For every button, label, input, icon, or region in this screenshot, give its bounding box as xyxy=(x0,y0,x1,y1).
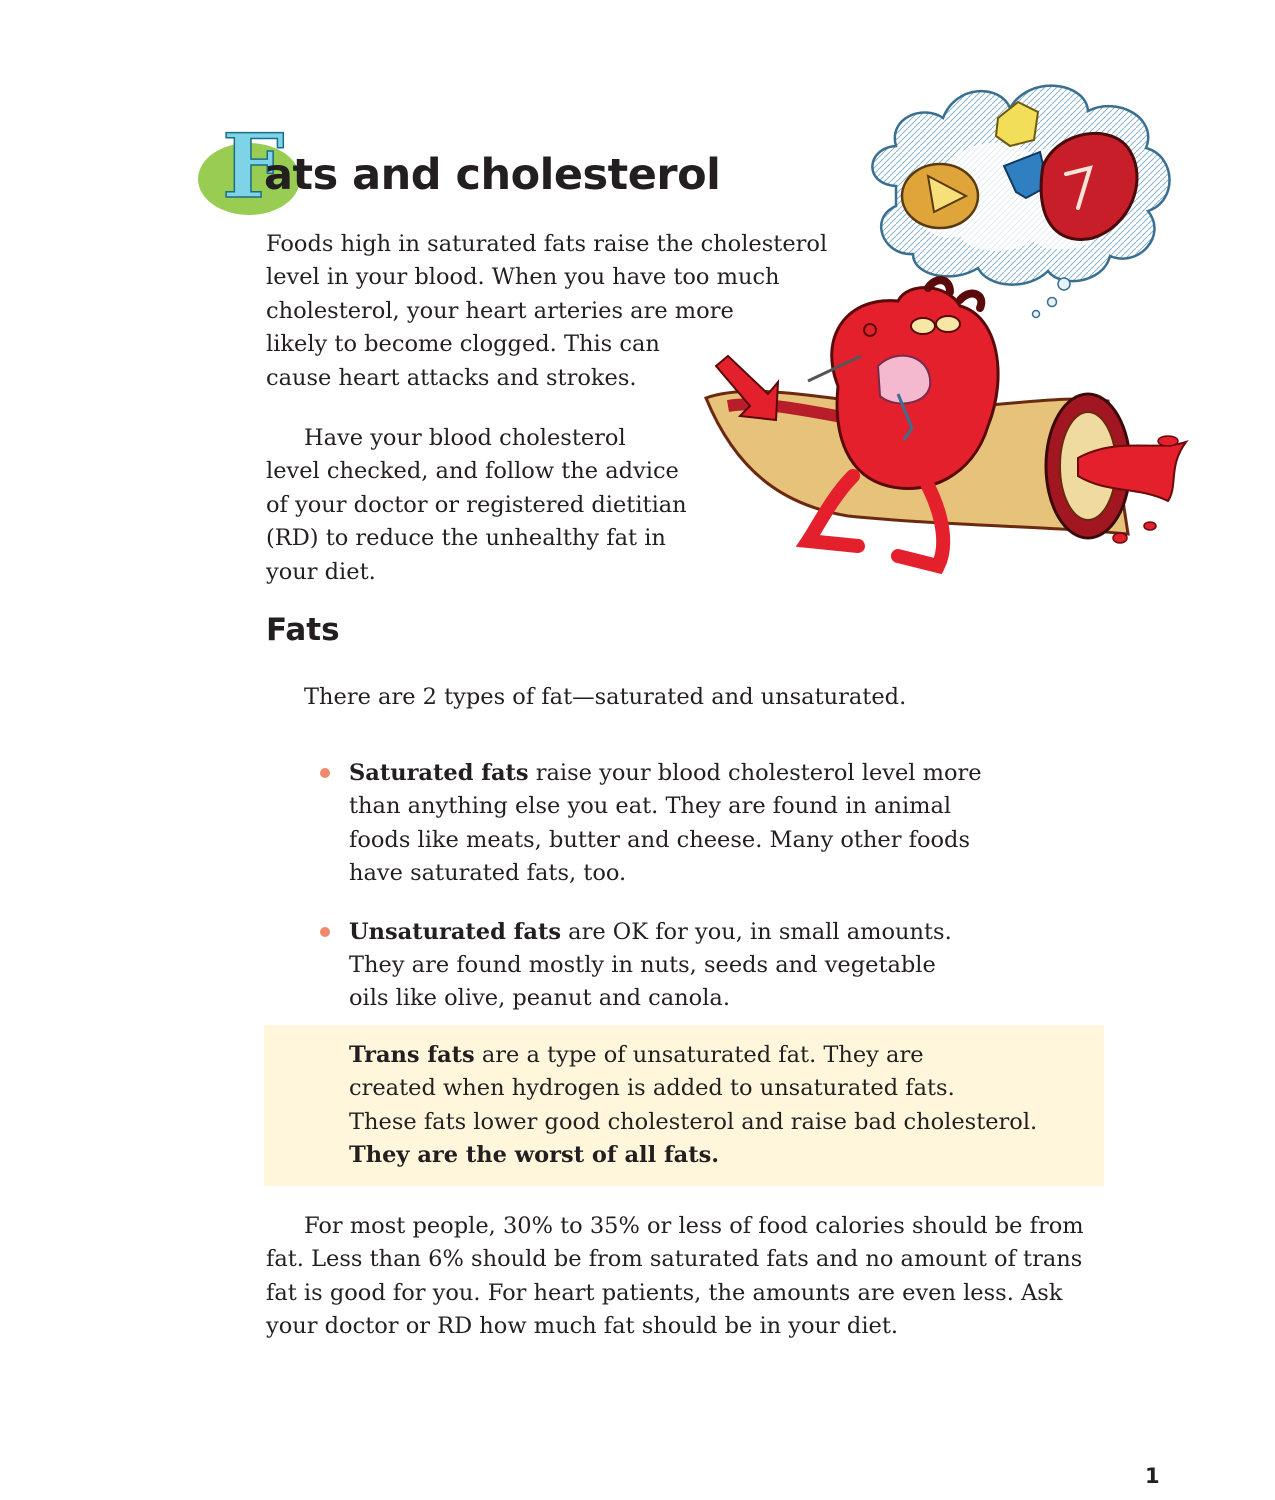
text-line: fat is good for you. For heart patients, the amounts are even less. Ask xyxy=(266,1279,1063,1306)
text-line: Have your blood cholesterol xyxy=(304,425,626,451)
closing-paragraph xyxy=(266,1210,1084,1344)
text-line: (RD) to reduce the unhealthy fat in xyxy=(266,525,666,552)
fat-types-list xyxy=(316,757,982,1041)
text-line: have saturated fats, too. xyxy=(349,860,627,887)
callout-text xyxy=(349,1039,1037,1173)
text-line: foods like meats, butter and cheese. Many other foods xyxy=(349,826,971,853)
drop-cap-letter: F xyxy=(222,114,285,218)
text-line: cholesterol, your heart arteries are more xyxy=(266,297,734,324)
text-line: These fats lower good cholesterol and raise bad cholesterol. xyxy=(349,1108,1038,1135)
fat-types-line: There are 2 types of fat—saturated and unsaturated. xyxy=(304,684,907,710)
text-line: fat. Less than 6% should be from saturated fats and no amount of trans xyxy=(266,1246,1083,1273)
text-line: than anything else you eat. They are found in animal xyxy=(349,793,952,820)
heart-artery-illustration xyxy=(698,56,1198,586)
callout-emphasis: They are the worst of all fats. xyxy=(349,1142,720,1169)
section-heading-fats: Fats xyxy=(266,612,340,648)
term-trans: Trans fats xyxy=(349,1042,475,1068)
intro-paragraph-2 xyxy=(266,422,687,589)
text-line: For most people, 30% to 35% or less of food calories should be from xyxy=(304,1213,1084,1239)
text-line: are OK for you, in small amounts. xyxy=(561,918,952,945)
title-block xyxy=(198,114,758,220)
text-line: of your doctor or registered dietitian xyxy=(266,491,687,518)
text-line: created when hydrogen is added to unsaturated fats. xyxy=(349,1075,955,1102)
cheese-icon xyxy=(902,164,978,228)
text-line: your doctor or RD how much fat should be in your diet. xyxy=(266,1313,899,1340)
text-line: level checked, and follow the advice xyxy=(266,458,679,485)
term-saturated: Saturated fats xyxy=(349,760,529,786)
trans-fats-callout xyxy=(264,1025,1104,1186)
text-line: cause heart attacks and strokes. xyxy=(266,364,637,391)
text-line: Foods high in saturated fats raise the cholesterol xyxy=(266,231,828,257)
list-item-unsaturated xyxy=(316,916,982,1016)
text-line: level in your blood. When you have too much xyxy=(266,264,780,291)
text-line: are a type of unsaturated fat. They are xyxy=(474,1042,924,1068)
term-unsaturated: Unsaturated fats xyxy=(349,918,562,945)
bullet-icon xyxy=(320,927,330,937)
text-line: oils like olive, peanut and canola. xyxy=(349,985,730,1012)
list-item-saturated xyxy=(316,757,982,891)
text-line: raise your blood cholesterol level more xyxy=(528,760,982,786)
text-line: likely to become clogged. This can xyxy=(266,331,660,358)
page-number: 1 xyxy=(1145,1464,1160,1488)
bullet-icon xyxy=(320,768,330,778)
text-line: your diet. xyxy=(266,558,376,585)
page-title: ats and cholesterol xyxy=(264,150,721,200)
text-line: They are found mostly in nuts, seeds and vegetable xyxy=(349,952,936,979)
